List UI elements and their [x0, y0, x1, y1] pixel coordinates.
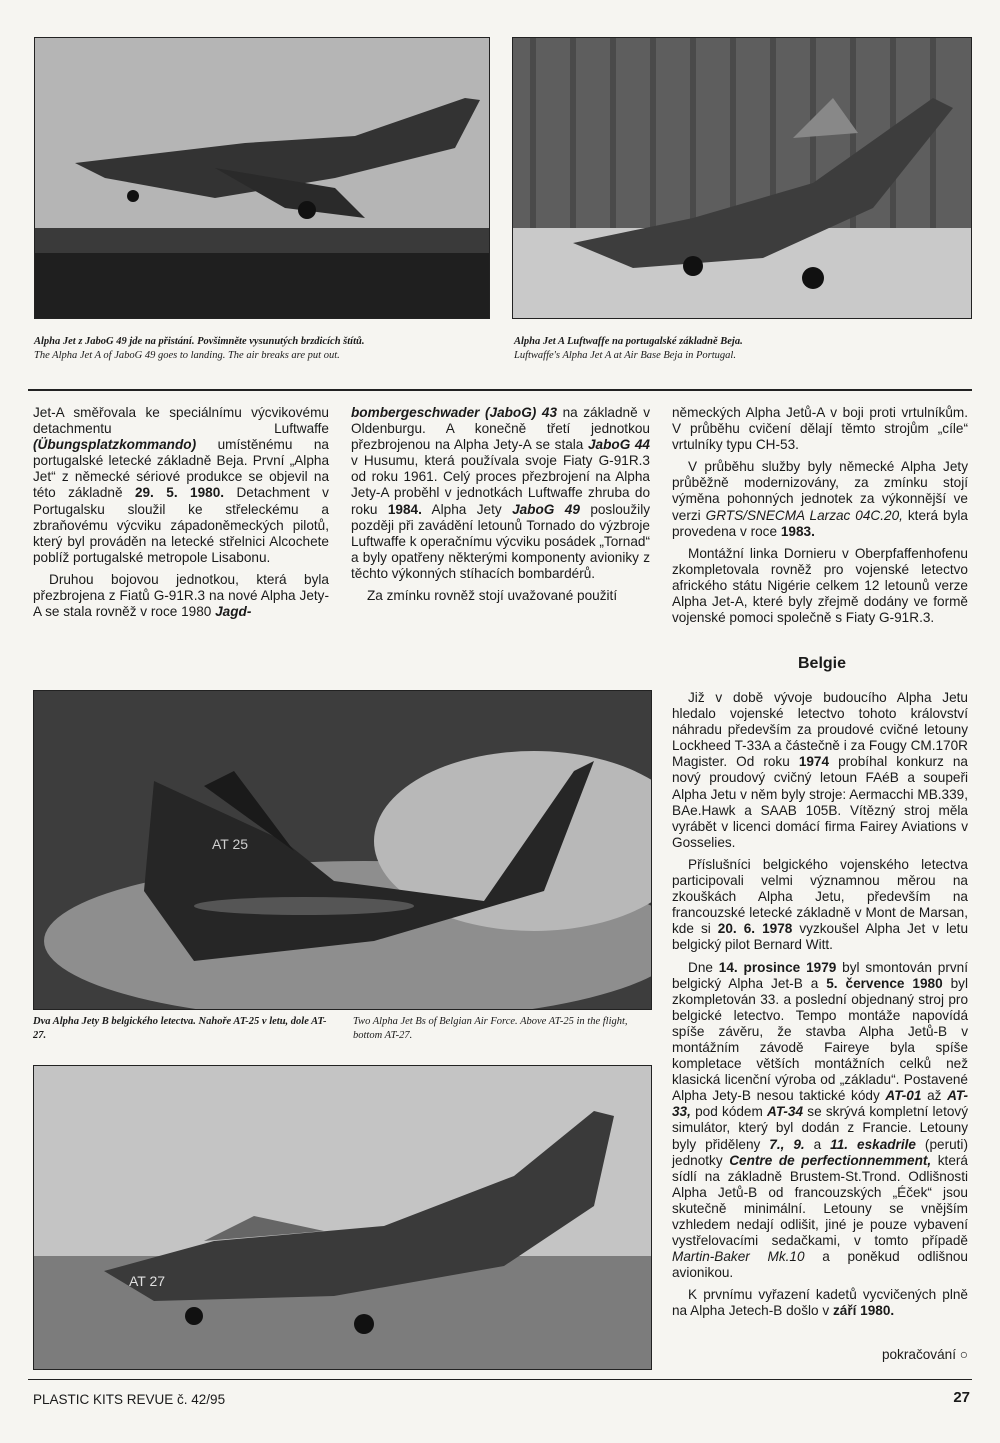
text-column-3-belgie	[672, 690, 968, 1326]
col2-p1-unit-c: JaboG 49	[512, 501, 580, 517]
col3-p6-text-e: pod kódem	[690, 1104, 768, 1120]
continued-circle-icon: ○	[959, 1347, 968, 1362]
col3-paragraph-5	[672, 857, 968, 954]
col3-paragraph-2	[672, 459, 968, 539]
col3-p6-text-b: byl smontován první belgický Alpha Jet-B a	[672, 959, 968, 991]
footer-magazine: PLASTIC KITS REVUE č. 42/95	[33, 1392, 226, 1407]
col3-p5-text-b: vyzkoušel Alpha Jet v letu belgický pilot Bernard Witt.	[672, 921, 969, 953]
col3-p6-code-b: AT-33,	[672, 1088, 968, 1120]
col1-p1-text-b: umístěnému na portugalské letecké základně Beja. První „Alpha Jet“ z německé sériové produkce se objevil na této základně	[33, 437, 329, 501]
col3-paragraph-6	[672, 960, 968, 1282]
col3-p2-year: 1983.	[780, 523, 815, 539]
col1-paragraph-1	[33, 405, 329, 566]
marking-at25: AT 25	[212, 836, 249, 852]
col3-p2-text-b: která byla provedena v roce	[672, 507, 968, 539]
col3-p6-centre: Centre de perfectionnemment,	[729, 1152, 932, 1168]
col2-paragraph-1	[351, 405, 650, 582]
col3-p6-code-c: AT-34	[767, 1104, 804, 1120]
col3-paragraph-4	[672, 690, 968, 851]
col3-p6-text-c: byl zkompletován 33. a poslední objednaný stroj pro belgické letectvo. Tempo montáže napovídá spíše závěru, že stavba Alpha Jetů-B v montážním závodě Faireye byla spíše kompletace větších montážních celků než klasická licenční výroba od „základu“. Postavené Alpha Jety-B nesou taktické kódy	[672, 975, 968, 1104]
photo-alpha-jet-landing	[34, 37, 490, 319]
section-heading-belgie: Belgie	[797, 655, 846, 672]
col3-paragraph-1: německých Alpha Jetů-A v boji proti vrtulníkům. V průběhu cvičení dělají těmto strojům „cíle“ vrtulníky typu CH-53.	[672, 405, 968, 453]
col1-p1-text-a: Jet-A směřovala ke speciálnímu výcvikovému detachmentu Luftwaffe	[33, 405, 329, 437]
col3-p5-date: 20. 6. 1978	[717, 921, 793, 937]
col3-p5-text-a: Příslušníci belgického vojenského letectva participovali velmi významnou měrou na zkouškách Alpha Jetu, především na francouzské letecké základně v Mont de Marsan, kde si	[672, 856, 968, 937]
col2-p1-text-d: posloužily později při zavádění letounů Tornado do výzbroje Luftwaffe k operačnímu výcviku posádek „Tornad“ a byly opatřeny některými komponenty avioniky z těchto výkonných stíhacích bombardérů.	[351, 501, 651, 581]
col3-p4-text-b: probíhal konkurz na nový proudový cvičný letoun FAéB a soupeři Alpha Jetu v něm byly stroje: Aermacchi MB.339, BAe.Hawk a SAAB 105B. Vítězný stroj měla vyrábět v licenci domácí firma Fairey Aviations v Gosselies.	[672, 754, 968, 850]
col2-paragraph-2: Za zmínku rovněž stojí uvažované použití	[367, 588, 618, 604]
continued-label	[820, 1347, 968, 1362]
col3-p6-text-j: a poněkud odlišnou avionikou.	[672, 1249, 968, 1281]
caption-middle-right	[353, 1015, 650, 1043]
col3-p6-code-a: AT-01	[885, 1088, 922, 1104]
col2-p1-unit-a: bombergeschwader (JaboG) 43	[351, 405, 558, 420]
col3-p4-text-a: Již v době vývoje budoucího Alpha Jetu hledalo vojenské letectvo tohoto království náhradu především za proudové cvičné letouny Lockheed T-33A a částečně i za Fougy CM.170R Magister. Od roku	[672, 690, 968, 770]
col1-paragraph-2	[33, 572, 329, 620]
col3-paragraph-3: Montážní linka Dornieru v Oberpfaffenhofenu zkompletovala rovněž pro vojenské letectvo afrického státu Nigérie celkem 12 letounů verze Alpha Jet-A, které byly zřejmě dodány ve formě vojenské pomoci společně s Fiaty G-91R.3.	[672, 545, 968, 626]
caption-top-left-en: The Alpha Jet A of JaboG 49 goes to landing. The air breaks are put out.	[34, 350, 340, 361]
col3-p6-text-f: se skrývá kompletní letový simulátor, který byl dodán z Francie. Letouny byly přiděleny	[672, 1104, 969, 1152]
col3-p6-text-i: která sídlí na základně Brustem-St.Trond. Odlišnosti Alpha Jetů-B od francouzských „Éček“ jsou skutečně minimální. Letouny se vnějším vzhledem nedají odlišit, jiné je pouze vybavení vystřelovacími sedačkami, v tomto případě	[672, 1152, 968, 1249]
col3-p6-sq-b: 11. eskadrile	[830, 1136, 916, 1152]
caption-top-left-cz: Alpha Jet z JaboG 49 jde na přistání. Povšimněte vysunutých brzdicích štítů.	[34, 336, 365, 347]
col2-p1-year: 1984.	[387, 501, 422, 517]
col3-p6-text-h: (peruti) jednotky	[672, 1136, 968, 1168]
caption-middle-left	[33, 1015, 333, 1043]
col3-p2-text-a: V průběhu služby byly německé Alpha Jety průběžně modernizovány, za zmínku stojí výměna pohonných jednotek za výkonnější ve verzi	[672, 459, 968, 523]
caption-middle-en: Two Alpha Jet Bs of Belgian Air Force. Above AT-25 in the flight, bottom AT-27.	[353, 1016, 628, 1041]
photo-alpha-jet-at25-flight	[33, 690, 652, 1010]
col3-p6-seat: Martin-Baker Mk.10	[672, 1249, 805, 1265]
col3-p6-text-g: a	[804, 1136, 831, 1152]
col3-paragraph-7	[672, 1287, 968, 1319]
caption-top-right-en: Luftwaffe's Alpha Jet A at Air Base Beja in Portugal.	[514, 350, 736, 361]
text-column-1	[33, 405, 329, 626]
caption-top-right-cz: Alpha Jet A Luftwaffe na portugalské základně Beja.	[514, 336, 743, 347]
col3-p6-text-d: až	[921, 1088, 948, 1104]
col3-p7-date: září 1980.	[832, 1303, 895, 1319]
col2-p1-text-c: Alpha Jety	[421, 501, 513, 517]
col3-p6-text-a: Dne	[688, 959, 719, 975]
continued-text: pokračování	[881, 1347, 956, 1362]
col2-p1-text-a: na základně v Oldenburgu. A konečně třetí jednotkou přezbrojenou na Alpha Jety-A se stala	[351, 405, 651, 453]
text-column-3	[672, 405, 968, 632]
caption-top-left	[34, 335, 494, 363]
photo-alpha-jet-at27-ground	[33, 1065, 652, 1370]
footer-page-number: 27	[953, 1389, 970, 1406]
col1-p1-unit: (Übungsplatzkommando)	[33, 437, 197, 453]
caption-middle-cz: Dva Alpha Jety B belgického letectva. Nahoře AT-25 v letu, dole AT- 27.	[33, 1016, 327, 1041]
col3-p7-text: K prvnímu vyřazení kadetů vycvičených plně na Alpha Jetech-B došlo v	[672, 1287, 968, 1319]
text-column-2	[351, 405, 650, 610]
col1-p1-date: 29. 5. 1980.	[134, 485, 225, 501]
col3-p6-date-b: 5. července 1980	[826, 975, 943, 991]
col3-p6-date-a: 14. prosince 1979	[718, 959, 837, 975]
col3-p2-engine: GRTS/SNECMA Larzac 04C.20,	[705, 507, 903, 523]
divider-bottom	[28, 1379, 972, 1380]
marking-at27: AT 27	[129, 1273, 166, 1289]
photo-alpha-jet-beja	[512, 37, 972, 319]
divider-top	[28, 389, 972, 391]
col2-p1-text-b: v Husumu, která používala svoje Fiaty G-91R.3 od roku 1961. Celý proces přezbrojení na Alpha Jety-A proběhl v jednotkách Luftwaffe zhruba do roku	[351, 453, 650, 517]
caption-top-right	[514, 335, 970, 363]
col3-p4-year: 1974	[798, 754, 830, 770]
col1-p2-unit: Jagd-	[215, 604, 252, 620]
col1-p2-text: Druhou bojovou jednotkou, která byla přezbrojena z Fiatů G-91R.3 na nové Alpha Jety-A se stala rovněž v roce 1980	[33, 571, 329, 620]
col3-p6-sq-a: 7., 9.	[769, 1136, 805, 1152]
col2-p1-unit-b: JaboG 44	[587, 437, 650, 453]
col1-p1-text-c: Detachment v Portugalsku sloužil ke střeleckému a zbraňovému výcviku západoněmeckých pilotů, který byl prováděn na letecké střelnici Alcochete poblíž portugalské metropole Lisabonu.	[33, 485, 329, 565]
